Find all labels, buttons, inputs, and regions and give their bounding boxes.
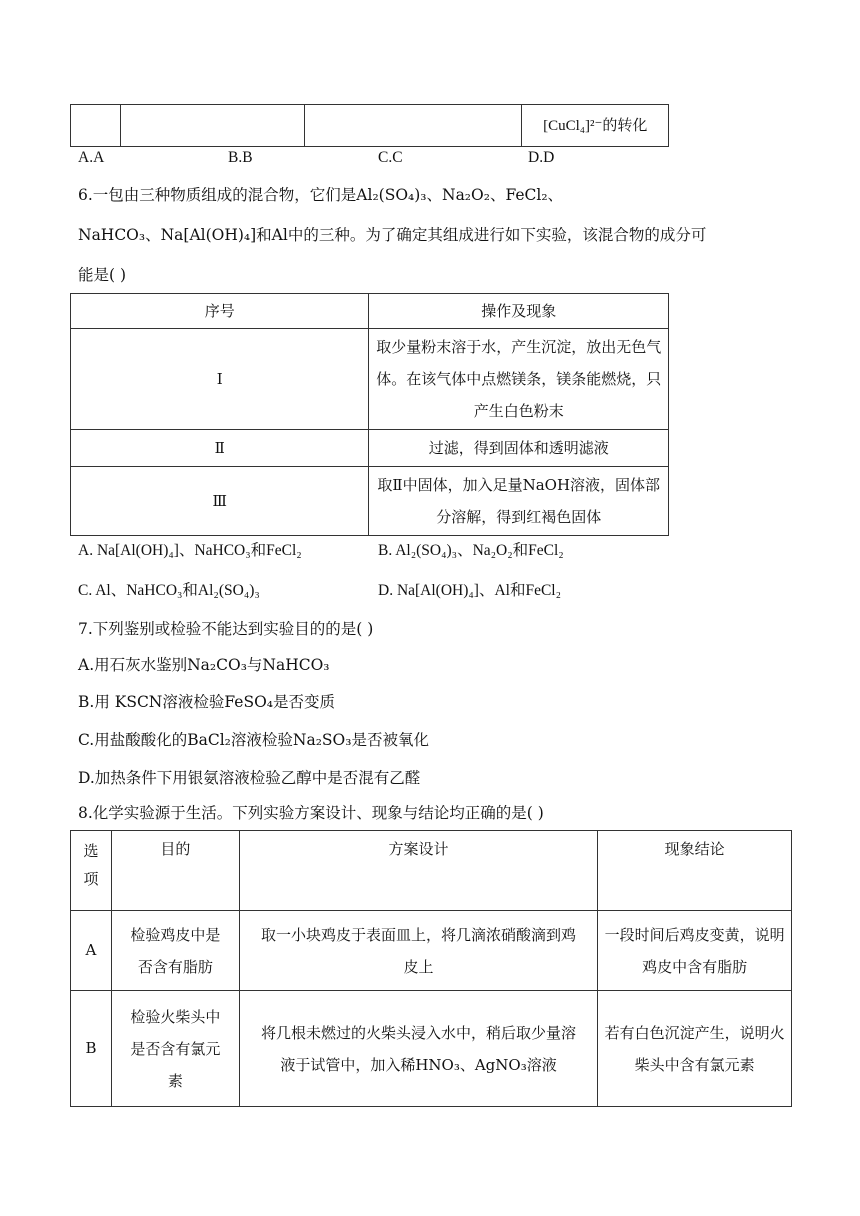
- q6-row-3-text-content: 取Ⅱ中固体，加入足量NaOH溶液，固体部分溶解，得到红褐色固体: [377, 476, 661, 526]
- q8-header-result: 现象结论: [598, 831, 792, 911]
- q6-header-number: 序号: [71, 294, 369, 329]
- q6-row-3-number: Ⅲ: [71, 467, 369, 536]
- q8-header-goal: 目的: [111, 831, 239, 911]
- q5-option-b[interactable]: B.B: [228, 149, 253, 166]
- q6-row-2-text-content: 过滤，得到固体和透明滤液: [428, 439, 609, 457]
- q6-option-b[interactable]: B. Al₂(SO₄)₃、Na₂O₂和FeCl₂: [378, 542, 564, 559]
- q8-row-a-goal-text: 检验鸡皮中是否含有脂肪: [130, 925, 221, 976]
- q8-row-b-goal: [111, 991, 239, 1107]
- q8-header-option-text: 选项: [83, 842, 99, 888]
- table-cell: [71, 105, 121, 147]
- q6-option-a[interactable]: A. Na[Al(OH)₄]、NaHCO₃和FeCl₂: [78, 542, 302, 559]
- q8-row-a-result: [598, 911, 792, 991]
- q8-row-a-option: A: [71, 911, 112, 991]
- cucl4-conversion-text: [CuCl₄]²⁻的转化: [543, 117, 648, 134]
- q8-row-b-design-text: 将几根未燃过的火柴头浸入水中，稍后取少量溶液于试管中，加入稀HNO₃、AgNO₃溶液: [261, 1023, 577, 1074]
- q8-row-b-result: [598, 991, 792, 1107]
- q8-row-b-design: [239, 991, 597, 1107]
- q6-stem-line2: NaHCO₃、Na[Al(OH)₄]和Al中的三种。为了确定其组成进行如下实验，该混合物的成分可: [78, 226, 707, 244]
- q6-row-1-text-content: 取少量粉末溶于水，产生沉淀，放出无色气体。在该气体中点燃镁条，镁条能燃烧，只产生白色粉末: [376, 338, 662, 420]
- q6-row-2-text: [369, 430, 669, 467]
- q6-stem-line3: 能是( ): [78, 266, 127, 284]
- q6-header-operation: 操作及现象: [369, 294, 669, 329]
- q5-option-d[interactable]: D.D: [528, 149, 555, 166]
- q8-row-a-design: [239, 911, 597, 991]
- q6-row-1-number: Ⅰ: [71, 329, 369, 430]
- previous-question-table: [70, 104, 669, 147]
- table-cell: [304, 105, 522, 147]
- q7-option-c[interactable]: C.用盐酸酸化的BaCl₂溶液检验Na₂SO₃是否被氧化: [78, 731, 429, 749]
- table-cell: [120, 105, 304, 147]
- q6-experiment-table: [70, 293, 669, 536]
- q7-option-a[interactable]: A.用石灰水鉴别Na₂CO₃与NaHCO₃: [78, 656, 330, 674]
- q5-option-a[interactable]: A.A: [78, 149, 105, 166]
- q8-row-a-result-text: 一段时间后鸡皮变黄，说明鸡皮中含有脂肪: [604, 925, 785, 976]
- q6-row-1-text: [369, 329, 669, 430]
- q8-stem: 8.化学实验源于生活。下列实验方案设计、现象与结论均正确的是( ): [78, 804, 544, 822]
- q7-option-d[interactable]: D.加热条件下用银氨溶液检验乙醇中是否混有乙醛: [78, 769, 421, 787]
- q6-row-2-number: Ⅱ: [71, 430, 369, 467]
- q8-row-b-option: B: [71, 991, 112, 1107]
- q8-row-b-result-text: 若有白色沉淀产生，说明火柴头中含有氯元素: [604, 1023, 785, 1074]
- q6-option-c[interactable]: C. Al、NaHCO₃和Al₂(SO₄)₃: [78, 582, 260, 599]
- q6-stem-line1: 6.一包由三种物质组成的混合物，它们是Al₂(SO₄)₃、Na₂O₂、FeCl₂、: [78, 186, 564, 204]
- q8-header-design: 方案设计: [239, 831, 597, 911]
- q5-option-c[interactable]: C.C: [378, 149, 403, 166]
- q8-row-b-goal-text: 检验火柴头中是否含有氯元素: [130, 1007, 221, 1090]
- q7-stem: 7.下列鉴别或检验不能达到实验目的的是( ): [78, 620, 374, 638]
- q8-header-option: [71, 831, 112, 911]
- q6-row-3-text: [369, 467, 669, 536]
- q8-row-a-goal: [111, 911, 239, 991]
- q8-experiment-table: [70, 830, 792, 1107]
- q6-option-d[interactable]: D. Na[Al(OH)₄]、Al和FeCl₂: [378, 582, 562, 599]
- table-cell: [522, 105, 669, 147]
- q8-row-a-design-text: 取一小块鸡皮于表面皿上，将几滴浓硝酸滴到鸡皮上: [261, 925, 577, 976]
- q7-option-b[interactable]: B.用 KSCN溶液检验FeSO₄是否变质: [78, 693, 335, 711]
